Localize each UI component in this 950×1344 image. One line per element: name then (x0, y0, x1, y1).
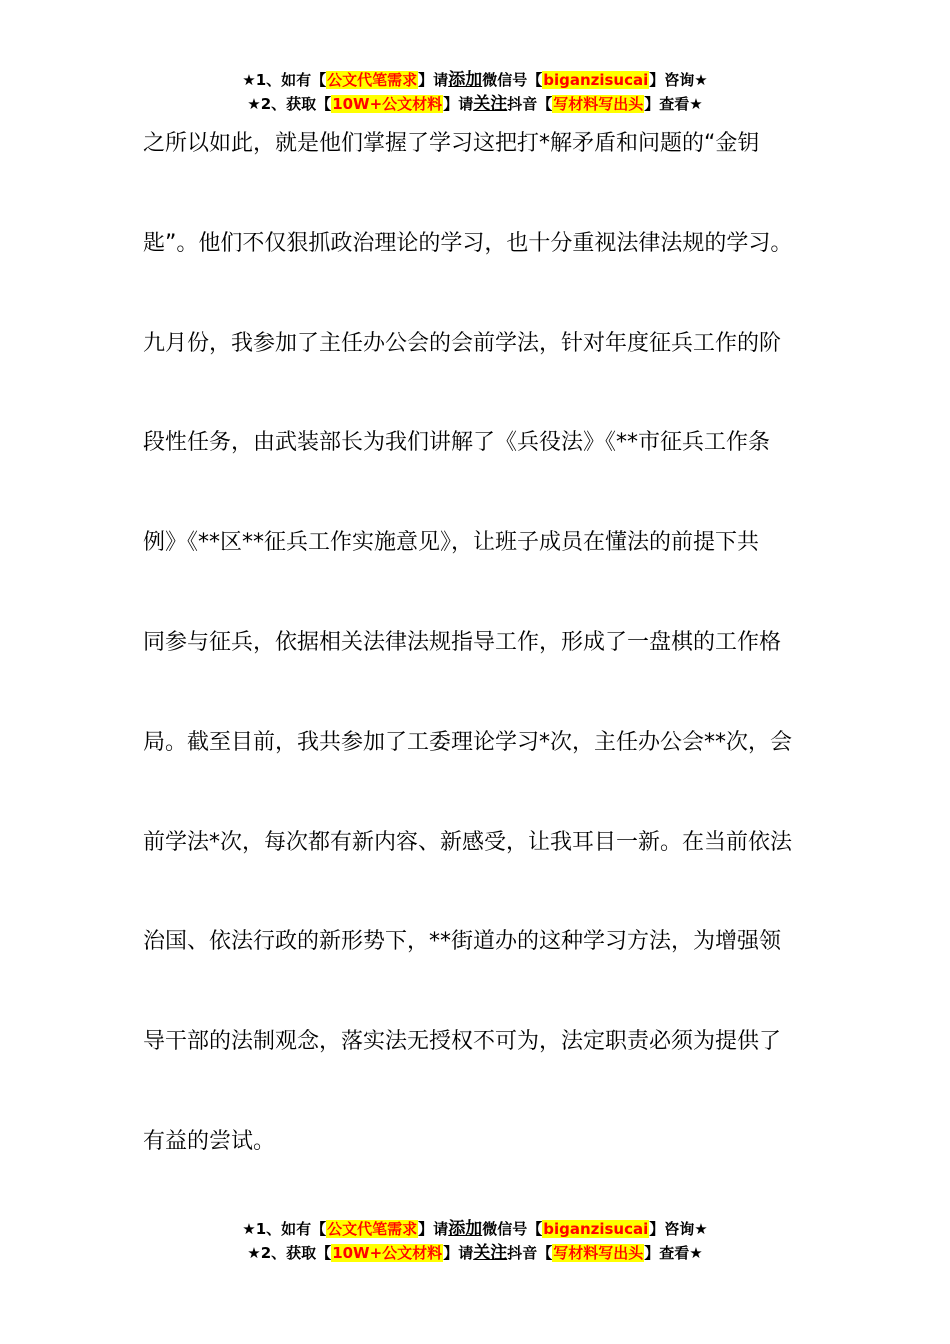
header-promo-banner (0, 68, 950, 116)
promo-text: 】咨询★ (649, 71, 708, 89)
promo-highlight: 写材料写出头 (553, 1244, 644, 1262)
promo-emphasis: 关注 (473, 94, 508, 114)
promo-text: 】请 (443, 1244, 474, 1262)
promo-text: 微信号【 (482, 71, 543, 89)
promo-highlight: 公文代笔需求 (327, 71, 418, 89)
promo-text: 】查看★ (644, 1244, 703, 1262)
promo-text: 】请 (443, 95, 474, 113)
promo-highlight: 写材料写出头 (553, 95, 644, 113)
promo-highlight: 10W+公文材料 (332, 1244, 443, 1262)
promo-text: 】请 (418, 71, 449, 89)
promo-emphasis: 添加 (448, 70, 483, 90)
body-line: 九月份，我参加了主任办公会的会前学法，针对年度征兵工作的阶 (143, 330, 782, 356)
promo-line-2 (0, 1241, 950, 1265)
footer-promo-banner (0, 1217, 950, 1265)
promo-text: 抖音【 (507, 95, 553, 113)
body-line: 匙”。他们不仅狠抓政治理论的学习，也十分重视法律法规的学习。 (143, 230, 793, 256)
promo-highlight: biganzisucai (543, 71, 649, 89)
promo-text: ★1、如有【 (242, 71, 327, 89)
body-line: 局。截至目前，我共参加了工委理论学习*次，主任办公会**次，会 (143, 729, 793, 755)
promo-emphasis: 关注 (473, 1243, 508, 1263)
body-line: 同参与征兵，依据相关法律法规指导工作，形成了一盘棋的工作格 (143, 629, 782, 655)
promo-emphasis: 添加 (448, 1219, 483, 1239)
promo-text: ★1、如有【 (242, 1220, 327, 1238)
promo-highlight: biganzisucai (543, 1220, 649, 1238)
promo-highlight: 公文代笔需求 (327, 1220, 418, 1238)
promo-text: ★2、获取【 (247, 1244, 332, 1262)
promo-text: 】咨询★ (649, 1220, 708, 1238)
promo-text: 抖音【 (507, 1244, 553, 1262)
promo-highlight: 10W+公文材料 (332, 95, 443, 113)
promo-line-2 (0, 92, 950, 116)
promo-text: 】查看★ (644, 95, 703, 113)
body-line: 前学法*次，每次都有新内容、新感受，让我耳目一新。在当前依法 (143, 829, 793, 855)
body-line: 段性任务，由武装部长为我们讲解了《兵役法》《**市征兵工作条 (143, 430, 771, 456)
promo-text: 微信号【 (482, 1220, 543, 1238)
document-body (143, 122, 843, 1220)
promo-line-1 (0, 1217, 950, 1241)
body-line: 例》《**区**征兵工作实施意见》，让班子成员在懂法的前提下共 (143, 530, 760, 556)
promo-text: 】请 (418, 1220, 449, 1238)
body-line: 治国、依法行政的新形势下，**街道办的这种学习方法，为增强领 (143, 929, 782, 955)
body-line: 有益的尝试。 (143, 1128, 276, 1154)
promo-line-1 (0, 68, 950, 92)
promo-text: ★2、获取【 (247, 95, 332, 113)
body-line: 之所以如此，就是他们掌握了学习这把打*解矛盾和问题的“金钥 (143, 131, 760, 156)
body-line: 导干部的法制观念，落实法无授权不可为，法定职责必须为提供了 (143, 1029, 782, 1055)
